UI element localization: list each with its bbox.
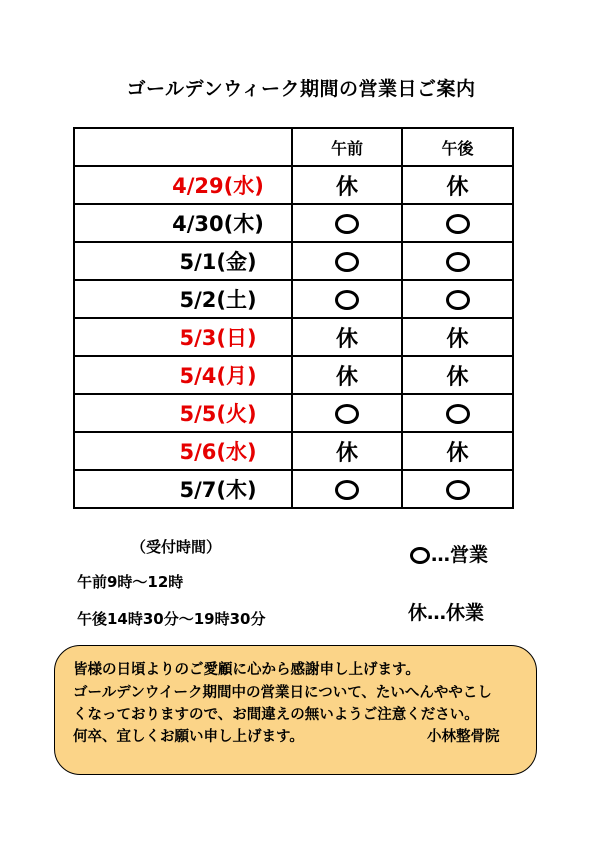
header-date	[74, 128, 292, 166]
row-afternoon-status	[402, 394, 513, 432]
notice-line-2: ゴールデンウイーク期間中の営業日について、たいへんややこし	[73, 685, 492, 701]
row-date: 5/3(日)	[74, 318, 292, 356]
row-date: 5/7(木)	[74, 470, 292, 508]
row-afternoon-status	[402, 242, 513, 280]
table-row	[74, 432, 513, 470]
open-circle-icon	[446, 252, 470, 272]
header-afternoon: 午後	[402, 128, 513, 166]
row-morning-status: 休	[292, 166, 402, 204]
legend-open-label: …営業	[431, 544, 489, 566]
row-afternoon-status: 休	[402, 432, 513, 470]
hours-heading: （受付時間）	[131, 538, 222, 556]
row-date: 5/2(土)	[74, 280, 292, 318]
table-header-row	[74, 128, 513, 166]
notice-box	[54, 645, 537, 775]
table-row	[74, 242, 513, 280]
table-row	[74, 394, 513, 432]
notice-line-4: 何卒、宜しくお願い申し上げます。	[73, 729, 304, 745]
row-date: 5/6(水)	[74, 432, 292, 470]
notice-line-3: くなっておりますので、お間違えの無いようご注意ください。	[73, 707, 479, 723]
row-afternoon-status: 休	[402, 318, 513, 356]
row-afternoon-status: 休	[402, 166, 513, 204]
open-circle-icon	[335, 404, 359, 424]
page-title: ゴールデンウィーク期間の営業日ご案内	[126, 78, 476, 100]
table-row	[74, 280, 513, 318]
row-morning-status: 休	[292, 432, 402, 470]
row-morning-status: 休	[292, 356, 402, 394]
open-circle-icon	[410, 547, 430, 564]
legend-open	[410, 540, 488, 567]
table-row	[74, 166, 513, 204]
schedule-table	[73, 127, 514, 509]
legend-closed-label: …休業	[427, 602, 485, 624]
clinic-name: 小林整骨院	[427, 729, 500, 745]
open-circle-icon	[446, 404, 470, 424]
row-date: 5/4(月)	[74, 356, 292, 394]
row-morning-status	[292, 394, 402, 432]
open-circle-icon	[335, 252, 359, 272]
row-morning-status	[292, 280, 402, 318]
row-date: 5/5(火)	[74, 394, 292, 432]
table-row	[74, 318, 513, 356]
row-afternoon-status: 休	[402, 356, 513, 394]
open-circle-icon	[446, 214, 470, 234]
legend-closed	[408, 598, 484, 625]
row-morning-status	[292, 470, 402, 508]
row-morning-status	[292, 204, 402, 242]
header-morning: 午前	[292, 128, 402, 166]
open-circle-icon	[335, 290, 359, 310]
row-date: 5/1(金)	[74, 242, 292, 280]
row-afternoon-status	[402, 470, 513, 508]
hours-afternoon: 午後14時30分～19時30分	[77, 610, 266, 628]
row-afternoon-status	[402, 204, 513, 242]
row-afternoon-status	[402, 280, 513, 318]
table-row	[74, 204, 513, 242]
hours-morning: 午前9時～12時	[77, 573, 184, 591]
table-row	[74, 356, 513, 394]
legend-closed-symbol: 休	[408, 602, 428, 624]
row-date: 4/29(水)	[74, 166, 292, 204]
open-circle-icon	[335, 214, 359, 234]
row-date: 4/30(木)	[74, 204, 292, 242]
table-row	[74, 470, 513, 508]
open-circle-icon	[335, 480, 359, 500]
open-circle-icon	[446, 480, 470, 500]
open-circle-icon	[446, 290, 470, 310]
notice-line-1: 皆様の日頃よりのご愛顧に心から感謝申し上げます。	[73, 662, 420, 678]
row-morning-status: 休	[292, 318, 402, 356]
row-morning-status	[292, 242, 402, 280]
